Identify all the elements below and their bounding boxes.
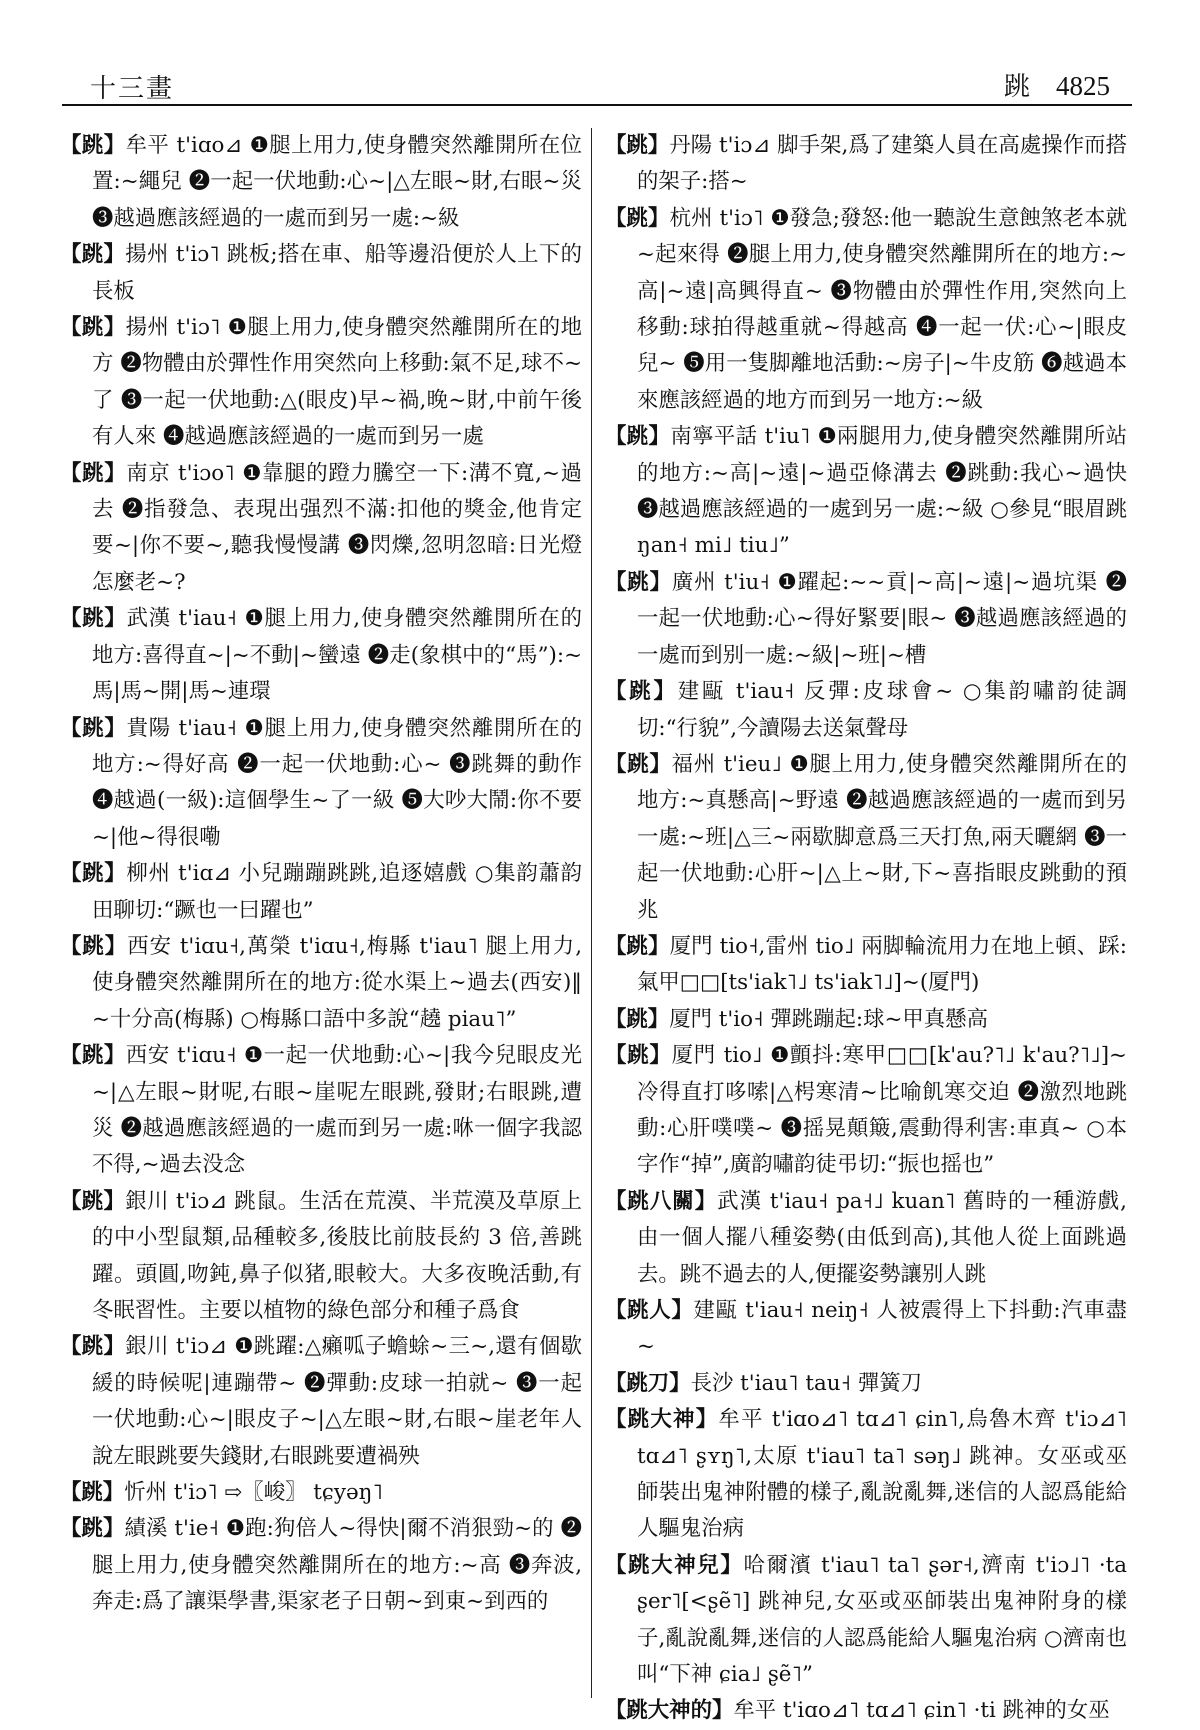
dictionary-entry: 【跳】西安 t'iɑu˧ ❶一起一伏地動:心~|我今兒眼皮光~|△左眼~財呢,右眼~崖呢左眼跳,發財;右眼跳,遭災 ❷越過應該經過的一處而到另一處:咻一個字我認不得,~過去没念: [60, 1043, 582, 1178]
dictionary-entry: 【跳】丹陽 t'iɔ⊿ 脚手架,爲了建築人員在高處操作而搭的架子:搭~: [605, 133, 1127, 195]
entry-headword: 【跳】: [605, 933, 670, 959]
dictionary-entry: 【跳】南京 t'iɔo˥ ❶靠腿的蹬力騰空一下:溝不寬,~過去 ❷指發急、表現出强烈不滿:扣他的獎金,他肯定要~|你不要~,聽我慢慢講 ❸閃爍,忽明忽暗:日光燈怎麼老~?: [60, 460, 582, 595]
dictionary-entry: 【跳】南寧平話 t'iu˥ ❶兩腿用力,使身體突然離開所站的地方:~高|~遠|~過亞條溝去 ❷跳動:我心~過快 ❸越過應該經過的一處到另一處:~級 ○參見“眼眉跳 ŋan˧ mi˩ tiu˩”: [605, 424, 1127, 559]
entry-headword: 【跳】: [605, 751, 672, 777]
dictionary-entry: 【跳】績溪 t'ie˧ ❶跑:狗倍人~得快|爾不消狠勁~的 ❷腿上用力,使身體突然離開所在的地方:~高 ❸奔波,奔走:爲了讓渠學書,渠家老子日朝~到東~到西的: [60, 1516, 582, 1615]
dictionary-entry: 【跳】厦門 t'io˧ 彈跳蹦起:球~甲真懸高: [605, 1006, 988, 1032]
dictionary-entry: 【跳】廣州 t'iu˧ ❶躍起:~~貢|~高|~遠|~過坑渠 ❷一起一伏地動:心~得好緊要|眼~ ❸越過應該經過的一處而到别一處:~級|~班|~槽: [605, 569, 1127, 668]
entry-headword: 【跳】: [60, 606, 127, 632]
dictionary-entry: 【跳】揚州 t'iɔ˥ ❶腿上用力,使身體突然離開所在的地方 ❷物體由於彈性作用突然向上移動:氣不足,球不~了 ❸一起一伏地動:△(眼皮)早~禍,晚~財,中前午後有人來 ❹越過應該經過的一處而到另一處: [60, 315, 582, 450]
running-head-char: 跳: [1003, 72, 1030, 102]
entry-headword: 【跳】: [60, 861, 127, 887]
dictionary-entry: 【跳】柳州 t'iɑ⊿ 小兒蹦蹦跳跳,追逐嬉戲 ○集韵蕭韵田聊切:“蹶也一曰躍也”: [60, 861, 582, 923]
dictionary-entry: 【跳】杭州 t'iɔ˥ ❶發急;發怒:他一聽說生意蝕煞老本就~起來得 ❷腿上用力,使身體突然離開所在的地方:~高|~遠|高興得直~ ❸物體由於彈性作用,突然向上移動:球拍得越重就~得越高 ❹一起一伏:心~|眼皮兒~ ❺用一隻脚離地活動:~房子|~牛皮筋 ❻越過本來應該經過的地方而到另一地方:~級: [605, 205, 1127, 413]
dictionary-entry: 【跳】建甌 t'iau˧ 反彈:皮球會~ ○集韵嘯韵徒調切:“行貌”,今讀陽去送氣聲母: [605, 679, 1127, 741]
entry-headword: 【跳】: [605, 205, 670, 231]
dictionary-entry: 【跳刀】長沙 t'iau˥ tau˧ 彈簧刀: [605, 1370, 923, 1396]
entry-headword: 【跳人】: [605, 1298, 694, 1323]
entry-headword: 【跳】: [60, 242, 126, 268]
entry-headword: 【跳】: [605, 679, 678, 705]
dictionary-entry: 【跳】銀川 t'iɔ⊿ ❶跳躍:△癩呱子蟾蜍~三~,還有個歇緩的時候呢|連蹦帶~ ❷彈動:皮球一拍就~ ❸一起一伏地動:心~|眼皮子~|△左眼~財,右眼~崖老年人說左眼跳要失錢財,右眼跳要遭禍殃: [60, 1334, 582, 1469]
dictionary-entry: 【跳】貴陽 t'iau˧ ❶腿上用力,使身體突然離開所在的地方:~得好高 ❷一起一伏地動:心~ ❸跳舞的動作 ❹越過(一級):這個學生~了一級 ❺大吵大鬧:你不要~|他~得很嘞: [60, 715, 582, 850]
page-number: 4825: [1056, 71, 1110, 101]
dictionary-entry: 【跳】銀川 t'iɔ⊿ 跳鼠。生活在荒漠、半荒漠及草原上的中小型鼠類,品種較多,後肢比前肢長約 3 倍,善跳躍。頭圓,吻鈍,鼻子似猪,眼較大。大多夜晚活動,有冬眠習性。主要以植物的綠色部分和種子爲食: [60, 1188, 582, 1323]
entry-headword: 【跳】: [605, 1006, 670, 1032]
entry-headword: 【跳】: [60, 1188, 126, 1214]
entry-headword: 【跳】: [60, 460, 127, 486]
entry-headword: 【跳大神】: [605, 1407, 719, 1433]
dictionary-entry: 【跳】武漢 t'iau˧ ❶腿上用力,使身體突然離開所在的地方:喜得直~|~不動|~蠻遠 ❷走(象棋中的“馬”):~馬|馬~開|馬~連環: [60, 606, 582, 705]
entry-headword: 【跳大神的】: [605, 1698, 734, 1724]
left-column: [60, 128, 582, 1621]
dictionary-entry: 【跳】忻州 t'iɔ˥ ⇨〖峻〗 tɕyəŋ˥: [60, 1480, 383, 1506]
dictionary-entry: 【跳】厦門 tio˧,雷州 tio˩ 兩脚輪流用力在地上頓、踩:氣甲□□[ts'iak˥˩ ts'iak˥˩]~(厦門): [605, 933, 1127, 996]
dictionary-entry: 【跳大神的】牟平 t'iɑo⊿˥ tɑ⊿˥ ɕin˥ ·ti 跳神的女巫: [605, 1698, 1110, 1724]
entry-headword: 【跳】: [60, 1516, 125, 1542]
dictionary-entry: 【跳大神兒】哈爾濱 t'iau˥ ta˥ ʂər˧,濟南 t'iɔ˩˥ ·ta ʂer˥[<ʂẽ˥] 跳神兒,女巫或巫師裝出鬼神附身的樣子,亂說亂舞,迷信的人認爲能給人驅鬼治病 ○濟南也叫“下神 ɕia˩ ʂẽ˥”: [605, 1552, 1127, 1688]
dictionary-entry: 【跳】牟平 t'iɑo⊿ ❶腿上用力,使身體突然離開所在位置:~繩兒 ❷一起一伏地動:心~|△左眼~財,右眼~災 ❸越過應該經過的一處而到另一處:~級: [60, 133, 582, 231]
entry-headword: 【跳刀】: [605, 1370, 691, 1396]
dictionary-entry: 【跳】西安 t'iɑu˧,萬榮 t'iɑu˧,梅縣 t'iau˥ 腿上用力,使身體突然離開所在的地方:從水渠上~過去(西安)‖ ~十分高(梅縣) ○梅縣口語中多說“趬 piau˥”: [60, 933, 582, 1032]
entry-headword: 【跳大神兒】: [605, 1552, 744, 1578]
column-divider: [591, 128, 592, 1698]
dictionary-entry: 【跳八關】武漢 t'iau˧ pa˧˩ kuan˥ 舊時的一種游戲,由一個人擺八種姿勢(由低到高),其他人從上面跳過去。跳不過去的人,便擺姿勢讓别人跳: [605, 1188, 1127, 1287]
section-heading: 十三畫: [90, 74, 175, 104]
entry-headword: 【跳八關】: [605, 1188, 718, 1214]
entry-headword: 【跳】: [605, 1043, 672, 1069]
entry-headword: 【跳】: [60, 1043, 126, 1069]
entry-headword: 【跳】: [60, 1334, 126, 1360]
entry-headword: 【跳】: [605, 569, 672, 595]
entry-headword: 【跳】: [605, 424, 671, 450]
header-rule: [62, 104, 1132, 106]
entry-headword: 【跳】: [60, 133, 126, 158]
entry-headword: 【跳】: [60, 315, 126, 341]
dictionary-entry: 【跳大神】牟平 t'iɑo⊿˥ tɑ⊿˥ ɕin˥,烏魯木齊 t'iɔ⊿˥ tɑ⊿˥ ʂʏŋ˥,太原 t'iau˥ ta˥ səŋ˩ 跳神。女巫或巫師裝出鬼神附體的樣子,亂說亂舞,迷信的人認爲能給人驅鬼治病: [605, 1407, 1127, 1542]
entry-headword: 【跳】: [605, 133, 670, 158]
dictionary-entry: 【跳人】建甌 t'iau˧ neiŋ˧ 人被震得上下抖動:汽車盡~: [605, 1298, 1127, 1360]
entry-headword: 【跳】: [60, 933, 128, 959]
entry-headword: 【跳】: [60, 1480, 125, 1506]
running-head: [1004, 66, 1110, 103]
right-column: [605, 128, 1127, 1730]
dictionary-entry: 【跳】福州 t'ieu˩ ❶腿上用力,使身體突然離開所在的地方:~真懸高|~野遠 ❷越過應該經過的一處而到另一處:~班|△三~兩歇脚意爲三天打魚,兩天曬網 ❸一起一伏地動:心肝~|△上~財,下~喜指眼皮跳動的預兆: [605, 751, 1127, 923]
dictionary-entry: 【跳】厦門 tio˩ ❶顫抖:寒甲□□[k'au?˥˩ k'au?˥˩]~冷得直打哆嗦|△枵寒清~比喻飢寒交迫 ❷激烈地跳動:心肝噗噗~ ❸摇晃顛簸,震動得利害:車真~ ○本字作“掉”,廣韵嘯韵徒弔切:“振也摇也”: [605, 1043, 1127, 1178]
entry-headword: 【跳】: [60, 715, 127, 741]
dictionary-entry: 【跳】揚州 t'iɔ˥ 跳板;搭在車、船等邊沿便於人上下的長板: [60, 242, 582, 304]
